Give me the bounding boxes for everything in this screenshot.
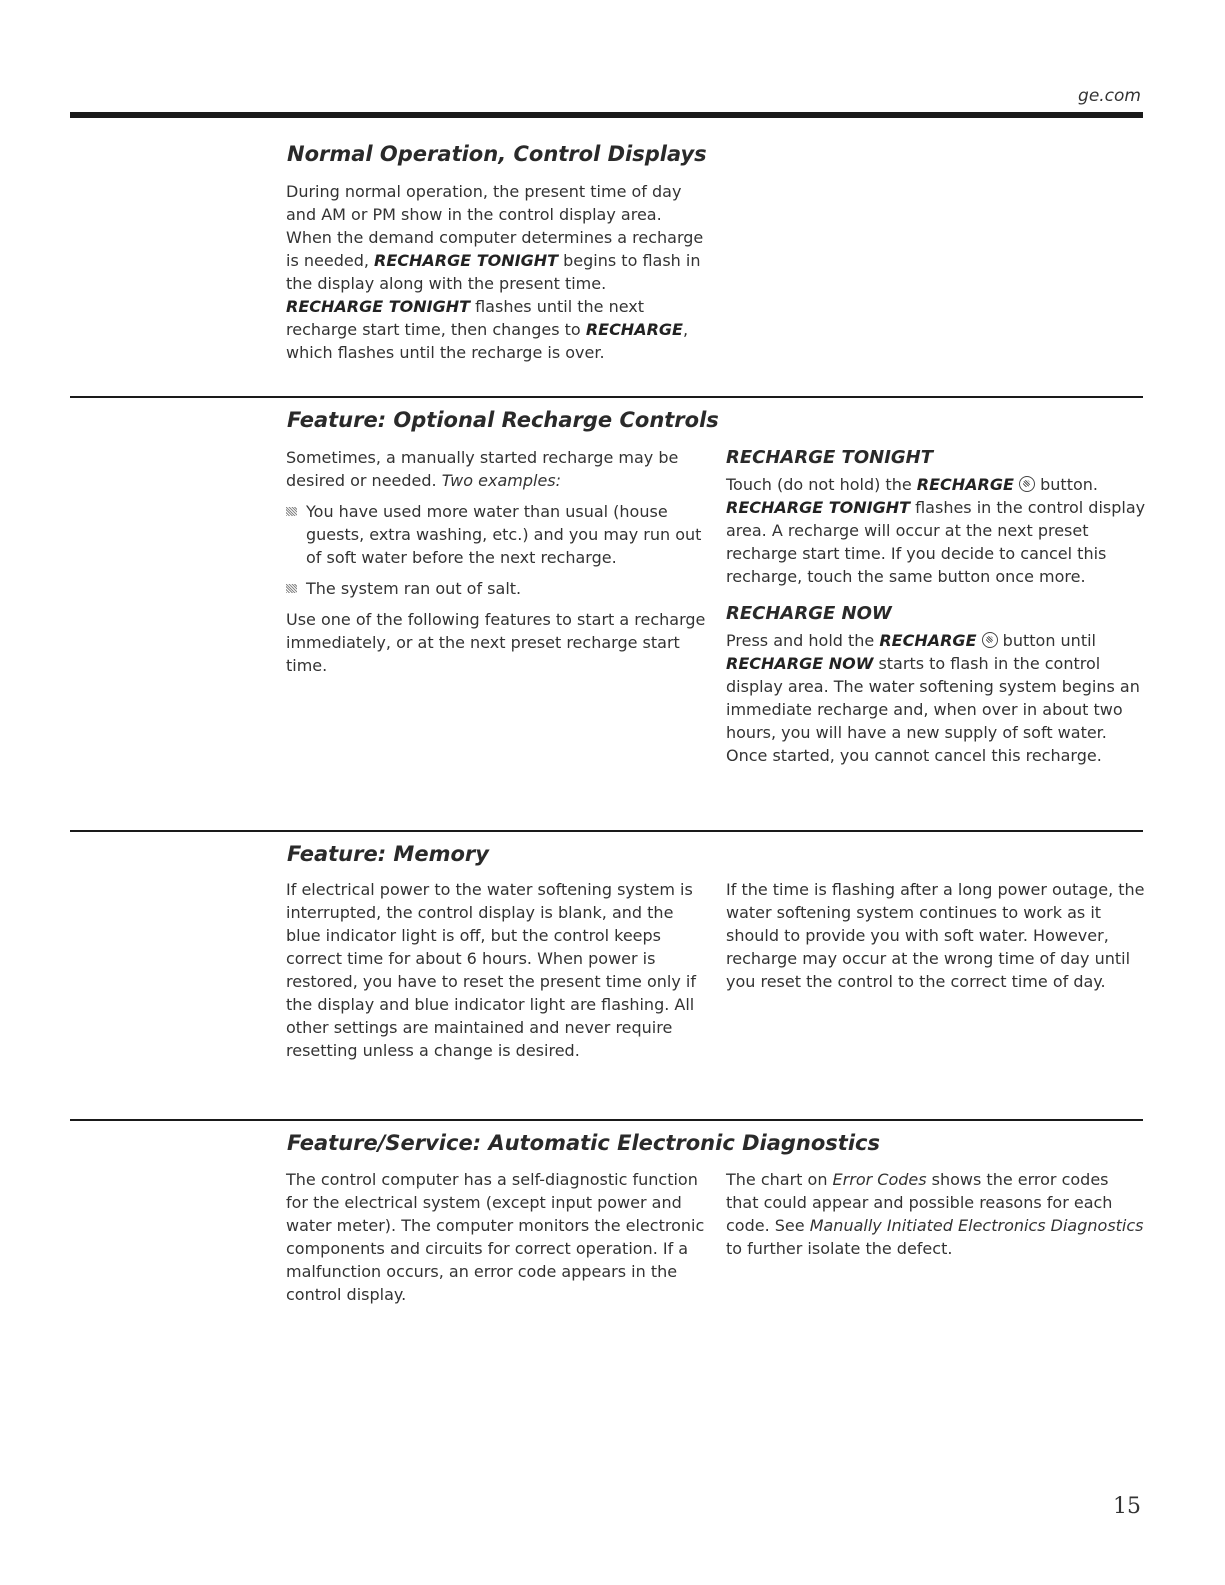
diagnostics-right-paragraph: The chart on Error Codes shows the error codes that could appear and possible reasons for each code. See Manually Initiated Electronics Diagnostics to further isolate the defect.: [726, 1170, 1144, 1258]
memory-right: [726, 878, 1146, 1001]
optional-recharge-heading: Feature: Optional Recharge Controls: [287, 408, 719, 432]
optional-intro: Sometimes, a manually started recharge may be desired or needed. Two examples:: [286, 448, 679, 490]
section-divider: [70, 396, 1143, 398]
optional-outro: Use one of the following features to start a recharge immediately, or at the next preset recharge start time.: [286, 610, 706, 675]
diagnostics-right: [726, 1168, 1146, 1268]
header-rule: [70, 112, 1143, 118]
bullet-icon: [286, 507, 297, 516]
normal-operation-paragraph: During normal operation, the present time of day and AM or PM show in the control display area. When the demand computer determines a recharge is needed, RECHARGE TONIGHT begins to flash in the display along with the present time. RECHARGE TONIGHT flashes until the next recharge start time, then changes to RECHARGE, which flashes until the recharge is over.: [286, 182, 704, 362]
bullet-item: The system ran out of salt.: [286, 577, 706, 600]
optional-recharge-right: [726, 446, 1146, 775]
section-divider: [70, 1119, 1143, 1121]
normal-operation-heading: Normal Operation, Control Displays: [287, 142, 707, 166]
diagnostics-left-paragraph: The control computer has a self-diagnostic function for the electrical system (except input power and water meter). The computer monitors the electronic components and circuits for correct operation. If a malfunction occurs, an error code appears in the control display.: [286, 1170, 705, 1304]
diagnostics-left: [286, 1168, 706, 1314]
recharge-tonight-body: Touch (do not hold) the RECHARGE button. RECHARGE TONIGHT flashes in the control display area. A recharge will occur at the next preset recharge start time. If you decide to cancel this recharge, touch the same button once more.: [726, 475, 1146, 586]
recharge-button-icon: [1019, 476, 1035, 492]
bullet-item: You have used more water than usual (house guests, extra washing, etc.) and you may run out of soft water before the next recharge.: [286, 500, 706, 569]
memory-left: [286, 878, 706, 1070]
optional-recharge-left: [286, 446, 706, 685]
normal-operation-body: [286, 180, 706, 372]
recharge-tonight-title: RECHARGE TONIGHT: [726, 447, 934, 468]
memory-heading: Feature: Memory: [287, 842, 489, 866]
page-number: 15: [1113, 1494, 1141, 1519]
recharge-now-title: RECHARGE NOW: [726, 603, 892, 624]
recharge-button-icon: [982, 632, 998, 648]
section-divider: [70, 830, 1143, 832]
memory-right-paragraph: If the time is flashing after a long power outage, the water softening system continues to work as it should to provide you with soft water. However, recharge may occur at the wrong time of day until you reset the control to the correct time of day.: [726, 880, 1145, 991]
memory-left-paragraph: If electrical power to the water softening system is interrupted, the control display is blank, and the blue indicator light is off, but the control keeps correct time for about 6 hours. When power is restored, you have to reset the present time only if the display and blue indicator light are flashing. All other settings are maintained and never require resetting unless a change is desired.: [286, 880, 696, 1060]
recharge-now-body: Press and hold the RECHARGE button until RECHARGE NOW starts to flash in the control display area. The water softening system begins an immediate recharge and, when over in about two hours, you will have a new supply of soft water. Once started, you cannot cancel this recharge.: [726, 631, 1140, 765]
bullet-icon: [286, 584, 297, 593]
diagnostics-heading: Feature/Service: Automatic Electronic Diagnostics: [287, 1131, 880, 1155]
site-url: ge.com: [1078, 86, 1141, 106]
